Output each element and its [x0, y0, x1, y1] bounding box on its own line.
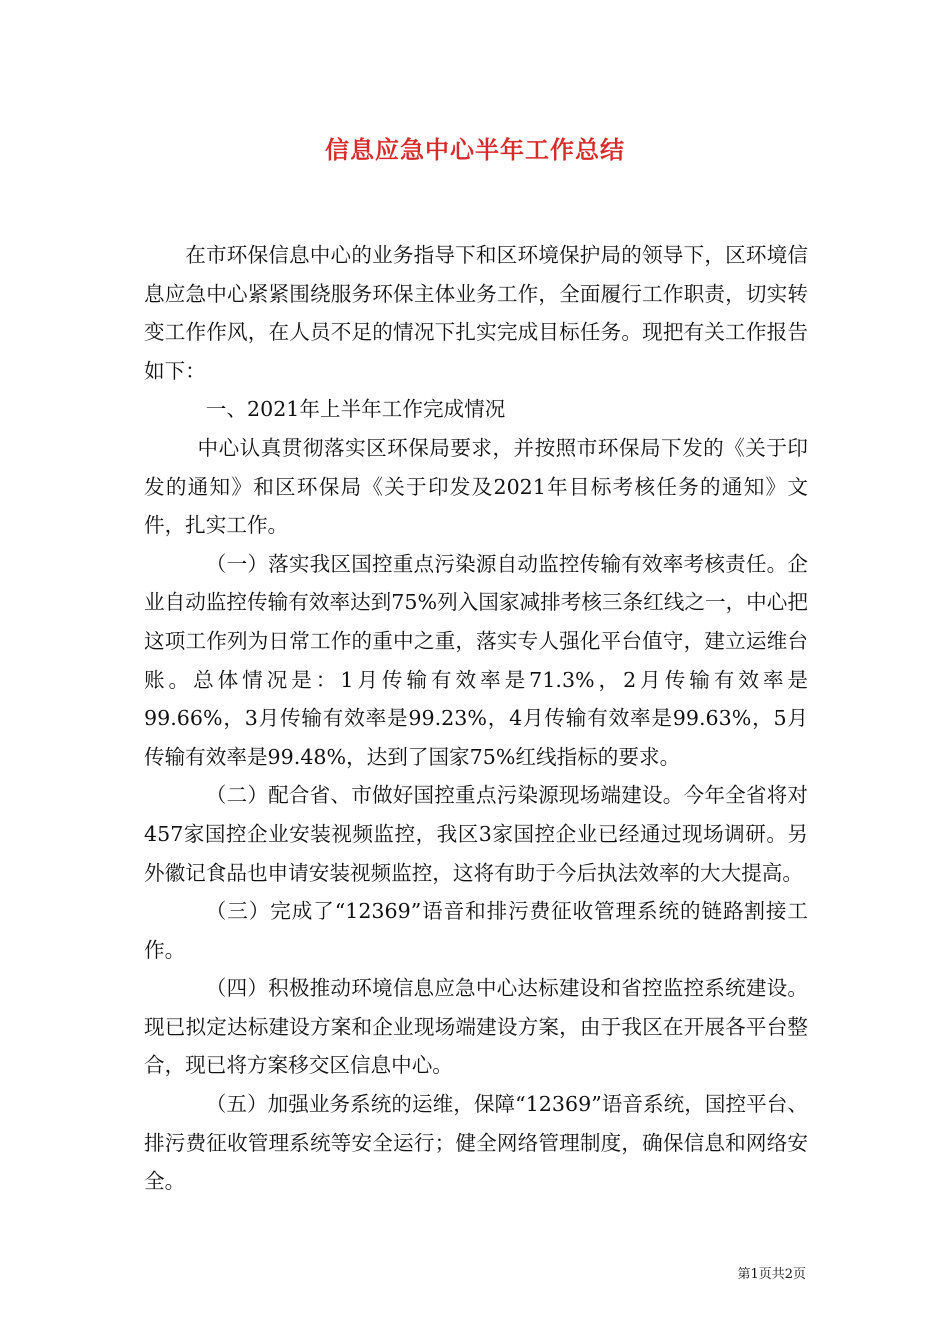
page-number: 第1页共2页 — [737, 1267, 806, 1282]
document-body — [144, 236, 808, 1201]
paragraph-item-5: （五）加强业务系统的运维，保障“12369”语音系统，国控平台、排污费征收管理系统等安全运行；健全网络管理制度，确保信息和网络安全。 — [144, 1092, 808, 1194]
document-title: 信息应急中心半年工作总结 — [325, 136, 625, 164]
paragraph-item-2: （二）配合省、市做好国控重点污染源现场端建设。今年全省将对457家国控企业安装视频监控，我区3家国控企业已经通过现场调研。另外徽记食品也申请安装视频监控，这将有助于今后执法效率的大大提高。 — [144, 783, 808, 885]
paragraph-item-4: （四）积极推动环境信息应急中心达标建设和省控监控系统建设。现已拟定达标建设方案和企业现场端建设方案，由于我区在开展各平台整合，现已将方案移交区信息中心。 — [144, 976, 808, 1078]
section-heading: 一、2021年上半年工作完成情况 — [205, 397, 506, 422]
paragraph-item-1: （一）落实我区国控重点污染源自动监控传输有效率考核责任。企业自动监控传输有效率达到75%列入国家减排考核三条红线之一，中心把这项工作列为日常工作的重中之重，落实专人强化平台值守，建立运维台账。总体情况是：1月传输有效率是71.3%，2月传输有效率是99.66%，3月传输有效率是99.23%，4月传输有效率是99.63%，5月传输有效率是99.48%，达到了国家75%红线指标的要求。 — [144, 551, 808, 769]
paragraph-overview: 中心认真贯彻落实区环保局要求，并按照市环保局下发的《关于印发的通知》和区环保局《关于印发及2021年目标考核任务的通知》文件，扎实工作。 — [144, 435, 808, 538]
paragraph-item-3: （三）完成了“12369”语音和排污费征收管理系统的链路割接工作。 — [144, 899, 808, 962]
paragraph-intro: 在市环保信息中心的业务指导下和区环境保护局的领导下，区环境信息应急中心紧紧围绕服务环保主体业务工作，全面履行工作职责，切实转变工作作风，在人员不足的情况下扎实完成目标任务。现把有关工作报告如下： — [144, 243, 808, 383]
